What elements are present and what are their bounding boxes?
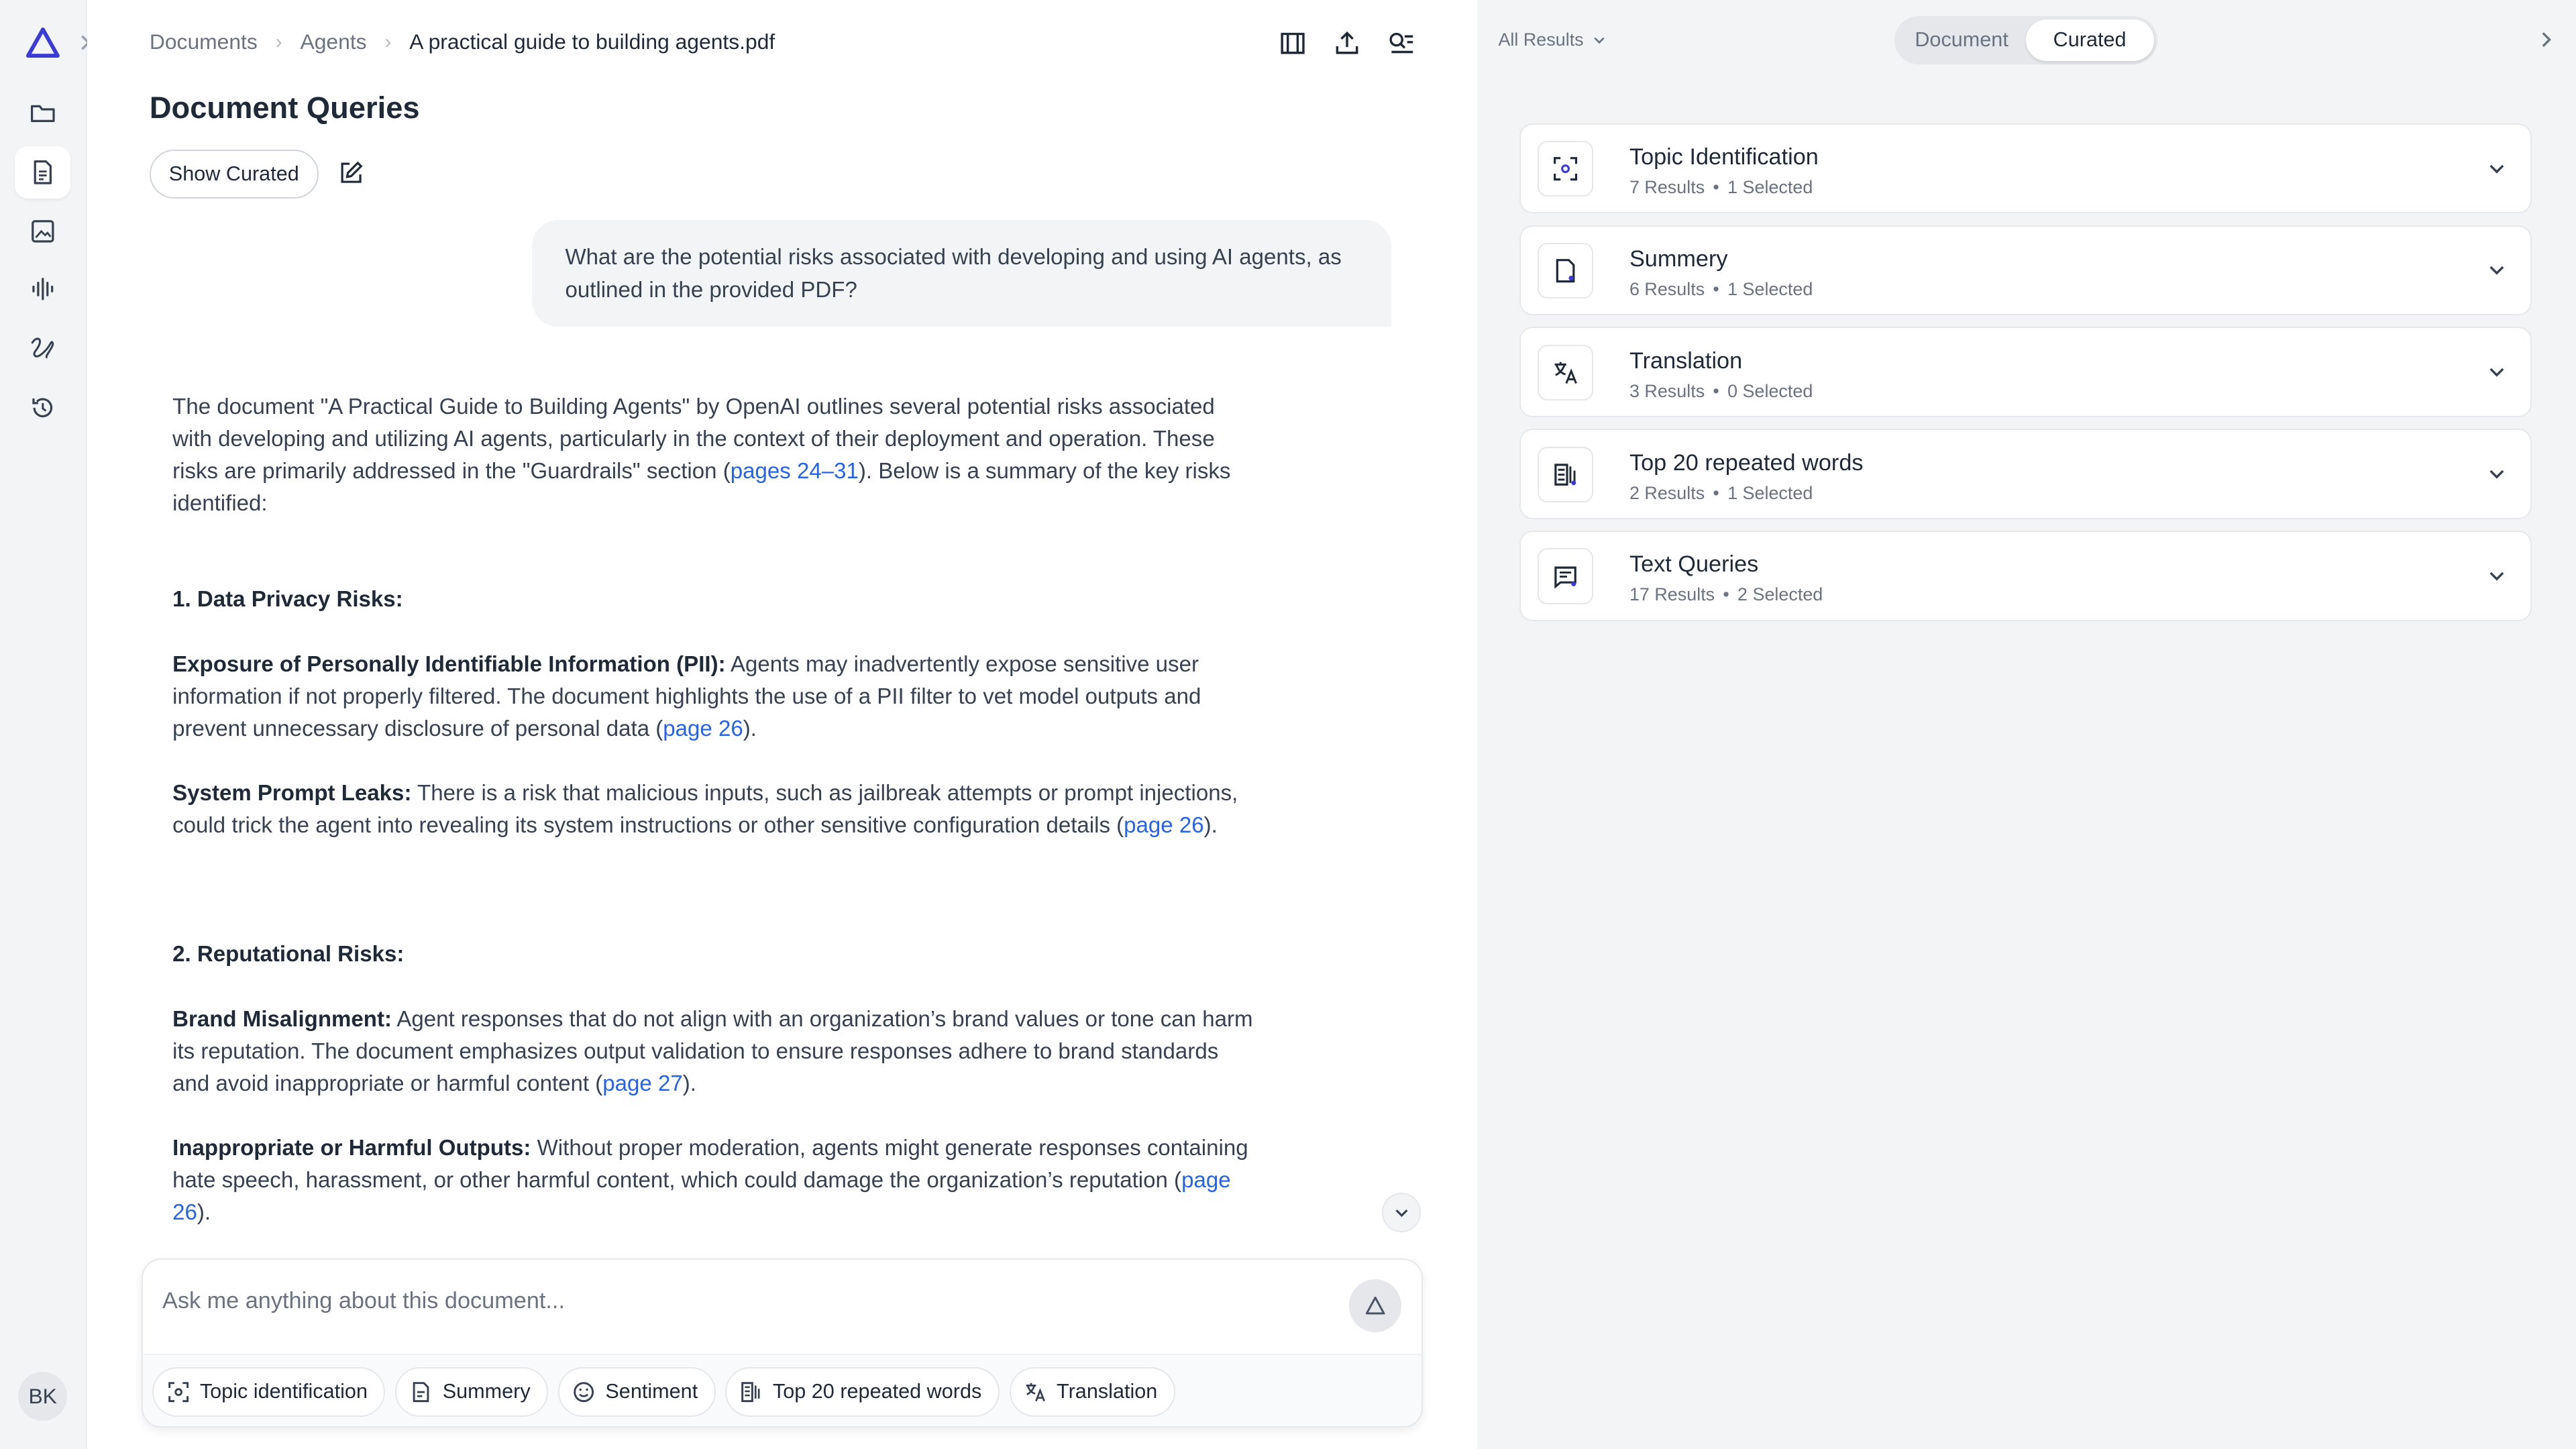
scan-focus-icon: [167, 1381, 190, 1403]
risk-item: System Prompt Leaks: There is a risk that malicious inputs, such as jailbreak attempts or prompt injections, could trick the agent into revealing its system instructions or other sensitive configuration details (page 26).: [172, 781, 1238, 839]
chip-label: Top 20 repeated words: [772, 1380, 982, 1403]
upload-icon[interactable]: [1332, 28, 1362, 58]
audio-waveform-icon: [29, 275, 57, 303]
user-question-bubble: What are the potential risks associated with developing and using AI agents, as outlined in the provided PDF?: [532, 220, 1391, 327]
chat-composer: [142, 1258, 1423, 1428]
search-list-icon[interactable]: [1387, 28, 1416, 58]
nav-document[interactable]: [15, 146, 70, 199]
risk-text: There is a risk that malicious inputs, such as jailbreak attempts or prompt injections, could trick the agent into revealing its system instructions or other sensitive configuration details (: [172, 781, 1238, 839]
triangle-send-icon: [1364, 1294, 1387, 1317]
chip-translation[interactable]: [1010, 1367, 1175, 1416]
history-icon: [29, 394, 57, 422]
card-meta: 7 Results • 1 Selected: [1629, 177, 1813, 198]
chip-top-20-repeated-words[interactable]: [725, 1367, 999, 1416]
send-button[interactable]: [1349, 1279, 1401, 1332]
smile-icon: [572, 1381, 595, 1403]
edit-icon[interactable]: [338, 160, 364, 186]
chevron-down-icon[interactable]: [2486, 361, 2508, 382]
card-icon: [1538, 447, 1593, 502]
card-icon: [1538, 141, 1593, 197]
word-list-icon: [1552, 462, 1578, 488]
result-card-top-20-repeated-words[interactable]: [1519, 429, 2532, 519]
card-icon: [1538, 243, 1593, 299]
card-title: Top 20 repeated words: [1629, 449, 1864, 476]
chip-label: Topic identification: [199, 1380, 368, 1403]
chip-label: Translation: [1057, 1380, 1158, 1403]
risk-text: Agent responses that do not align with an organization’s brand values or tone can harm its reputation. The document emphasizes output validation to ensure responses adhere to brand standards and avoid inappropriate or harmful content (: [172, 1007, 1253, 1097]
results-card-list: [1519, 123, 2532, 633]
card-title: Text Queries: [1629, 551, 1759, 578]
card-title: Summery: [1629, 246, 1728, 272]
chevron-down-icon[interactable]: [2486, 565, 2508, 586]
tab-curated[interactable]: Curated: [2026, 19, 2154, 60]
risk-item: Brand Misalignment: Agent responses that do not align with an organization’s brand values or tone can harm its reputation. The document emphasizes output validation to ensure responses adhere to brand standards and avoid inappropriate or harmful content (page 27).: [172, 1007, 1253, 1097]
nav-audio[interactable]: [15, 263, 70, 315]
risk-term: Brand Misalignment:: [172, 1007, 392, 1032]
risk-item: Inappropriate or Harmful Outputs: Without proper moderation, agents might generate responses containing hate speech, harassment, or other harmful content, which could damage the organization’s reputation (page 26).: [172, 1136, 1248, 1226]
risk-term: Exposure of Personally Identifiable Information (PII):: [172, 652, 726, 678]
collapse-panel-chevron-icon[interactable]: [2536, 28, 2556, 51]
text-query-icon: [1552, 564, 1578, 590]
toolbar-icons: [1278, 28, 1416, 58]
section-heading: 2. Reputational Risks:: [172, 942, 405, 967]
chevron-down-icon[interactable]: [2486, 158, 2508, 179]
risk-text: Agents may inadvertently expose sensitive user information if not properly filtered. The document highlights the use of a PII filter to vet model outputs and prevent unnecessary disclosure of personal data (: [172, 652, 1201, 742]
answer-intro-text: ). Below is a summary of the key risks identified:: [172, 458, 1231, 516]
citation-link[interactable]: page 26: [1124, 813, 1204, 839]
avatar[interactable]: BK: [18, 1372, 67, 1421]
chip-label: Sentiment: [605, 1380, 698, 1403]
chevron-down-icon: [1393, 1203, 1411, 1222]
scroll-to-bottom-button[interactable]: [1382, 1193, 1421, 1232]
breadcrumb-item-agents[interactable]: Agents: [300, 30, 367, 54]
citation-link[interactable]: page 26: [172, 1168, 1231, 1226]
risk-text: Without proper moderation, agents might generate responses containing hate speech, harassment, or other harmful content, which could damage the organization’s reputation (: [172, 1136, 1248, 1193]
risk-term: Inappropriate or Harmful Outputs:: [172, 1136, 531, 1161]
scan-focus-icon: [1552, 156, 1578, 182]
citation-link[interactable]: pages 24–31: [730, 458, 859, 484]
nav-history[interactable]: [15, 381, 70, 433]
card-meta: 3 Results • 0 Selected: [1629, 380, 1813, 401]
card-icon: [1538, 548, 1593, 604]
nav-rail: [0, 0, 87, 1449]
nav-sketch[interactable]: [15, 322, 70, 374]
card-meta: 2 Results • 1 Selected: [1629, 482, 1813, 503]
risk-item: Exposure of Personally Identifiable Information (PII): Agents may inadvertently expose sensitive user information if not properly filtered. The document highlights the use of a PII filter to vet model outputs and prevent unnecessary disclosure of personal data (page 26).: [172, 652, 1201, 742]
result-card-text-queries[interactable]: [1519, 531, 2532, 621]
document-icon: [29, 158, 57, 186]
image-icon: [29, 217, 57, 246]
show-curated-button[interactable]: Show Curated: [150, 150, 319, 199]
translate-icon: [1552, 360, 1578, 386]
book-open-icon[interactable]: [1278, 28, 1307, 58]
view-toggle: [1894, 16, 2157, 64]
breadcrumb-item-current-file: A practical guide to building agents.pdf: [409, 30, 775, 54]
triangle-logo-icon[interactable]: [25, 26, 61, 59]
breadcrumb-chevron-icon: ›: [384, 30, 392, 53]
answer-intro-text: The document "A Practical Guide to Building Agents" by OpenAI outlines several potential risks associated with developing and utilizing AI agents, particularly in the context of their deployment and operation. These risks are primarily addressed in the "Guardrails" section (: [172, 394, 1215, 484]
nav-folder[interactable]: [15, 87, 70, 140]
translate-icon: [1024, 1381, 1046, 1403]
ask-input[interactable]: [162, 1288, 1312, 1314]
citation-link[interactable]: page 26: [663, 716, 743, 742]
results-panel: [1477, 0, 2576, 1449]
chip-sentiment[interactable]: [558, 1367, 716, 1416]
tab-document[interactable]: Document: [1915, 28, 2008, 52]
chevron-down-icon: [1592, 33, 1607, 48]
answer-intro: [172, 391, 1256, 520]
word-list-icon: [740, 1381, 763, 1403]
breadcrumb-item-documents[interactable]: Documents: [149, 30, 258, 54]
results-filter-dropdown[interactable]: [1498, 30, 1606, 50]
result-card-summery[interactable]: [1519, 225, 2532, 316]
assistant-answer: [172, 391, 1256, 1229]
chip-summery[interactable]: [395, 1367, 548, 1416]
quick-action-chips: [143, 1354, 1421, 1428]
card-meta: 6 Results • 1 Selected: [1629, 278, 1813, 299]
card-title: Topic Identification: [1629, 144, 1819, 170]
doc-summary-icon: [410, 1381, 433, 1403]
card-meta: 17 Results • 2 Selected: [1629, 584, 1823, 605]
breadcrumb: [150, 30, 775, 54]
nav-image[interactable]: [15, 205, 70, 258]
breadcrumb-chevron-icon: ›: [275, 30, 282, 53]
doc-summary-icon: [1552, 258, 1578, 284]
section-heading: 1. Data Privacy Risks:: [172, 587, 403, 612]
result-card-topic-identification[interactable]: [1519, 123, 2532, 214]
chevron-down-icon[interactable]: [2486, 463, 2508, 484]
pen-squiggle-icon: [29, 334, 57, 362]
card-icon: [1538, 345, 1593, 400]
chip-label: Summery: [442, 1380, 531, 1403]
result-card-translation[interactable]: [1519, 327, 2532, 417]
results-filter-label: All Results: [1498, 30, 1584, 50]
chevron-down-icon[interactable]: [2486, 259, 2508, 280]
citation-link[interactable]: page 27: [602, 1071, 683, 1097]
page-title: Document Queries: [149, 90, 420, 125]
folder-icon: [29, 99, 57, 127]
card-title: Translation: [1629, 347, 1743, 374]
risk-term: System Prompt Leaks:: [172, 781, 412, 806]
main-pane: [87, 0, 1477, 1449]
chip-topic-identification[interactable]: [152, 1367, 385, 1416]
